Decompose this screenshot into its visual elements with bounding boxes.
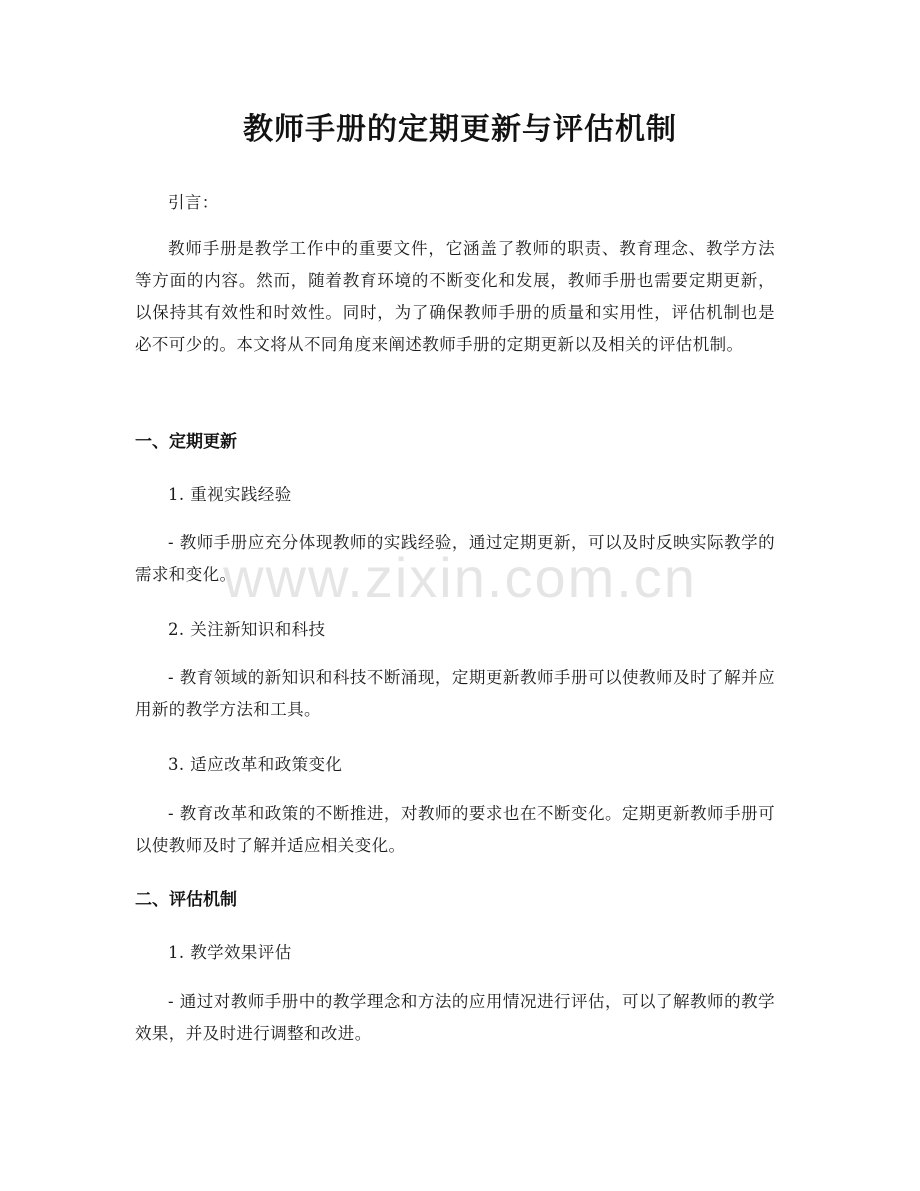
item-title-practice-experience: 1. 重视实践经验 [168, 485, 292, 504]
intro-label: 引言： [168, 193, 219, 212]
item-text-practice-experience: - 教师手册应充分体现教师的实践经验，通过定期更新，可以及时反映实际教学的需求和变化。 [135, 533, 775, 584]
item-text-new-knowledge: - 教育领域的新知识和科技不断涌现，定期更新教师手册可以使教师及时了解并应用新的教学方法和工具。 [135, 668, 775, 719]
item-title-teaching-effect: 1. 教学效果评估 [168, 943, 292, 962]
item-text-teaching-effect: - 通过对教师手册中的教学理念和方法的应用情况进行评估，可以了解教师的教学效果，并及时进行调整和改进。 [135, 992, 775, 1043]
intro-paragraph: 教师手册是教学工作中的重要文件，它涵盖了教师的职责、教育理念、教学方法等方面的内容。然而，随着教育环境的不断变化和发展，教师手册也需要定期更新，以保持其有效性和时效性。同时，为了确保教师手册的质量和实用性，评估机制也是必不可少的。本文将从不同角度来阐述教师手册的定期更新以及相关的评估机制。 [135, 239, 775, 354]
watermark: www.zixin.com.cn [223, 546, 697, 609]
item-title-reform-policy: 3. 适应改革和政策变化 [168, 755, 343, 774]
item-text-reform-policy: - 教育改革和政策的不断推进，对教师的要求也在不断变化。定期更新教师手册可以使教师及时了解并适应相关变化。 [135, 804, 775, 855]
item-title-new-knowledge: 2. 关注新知识和科技 [168, 620, 326, 639]
section-heading-regular-update: 一、定期更新 [135, 432, 237, 452]
document-title: 教师手册的定期更新与评估机制 [243, 112, 677, 147]
section-heading-evaluation: 二、评估机制 [135, 890, 237, 910]
